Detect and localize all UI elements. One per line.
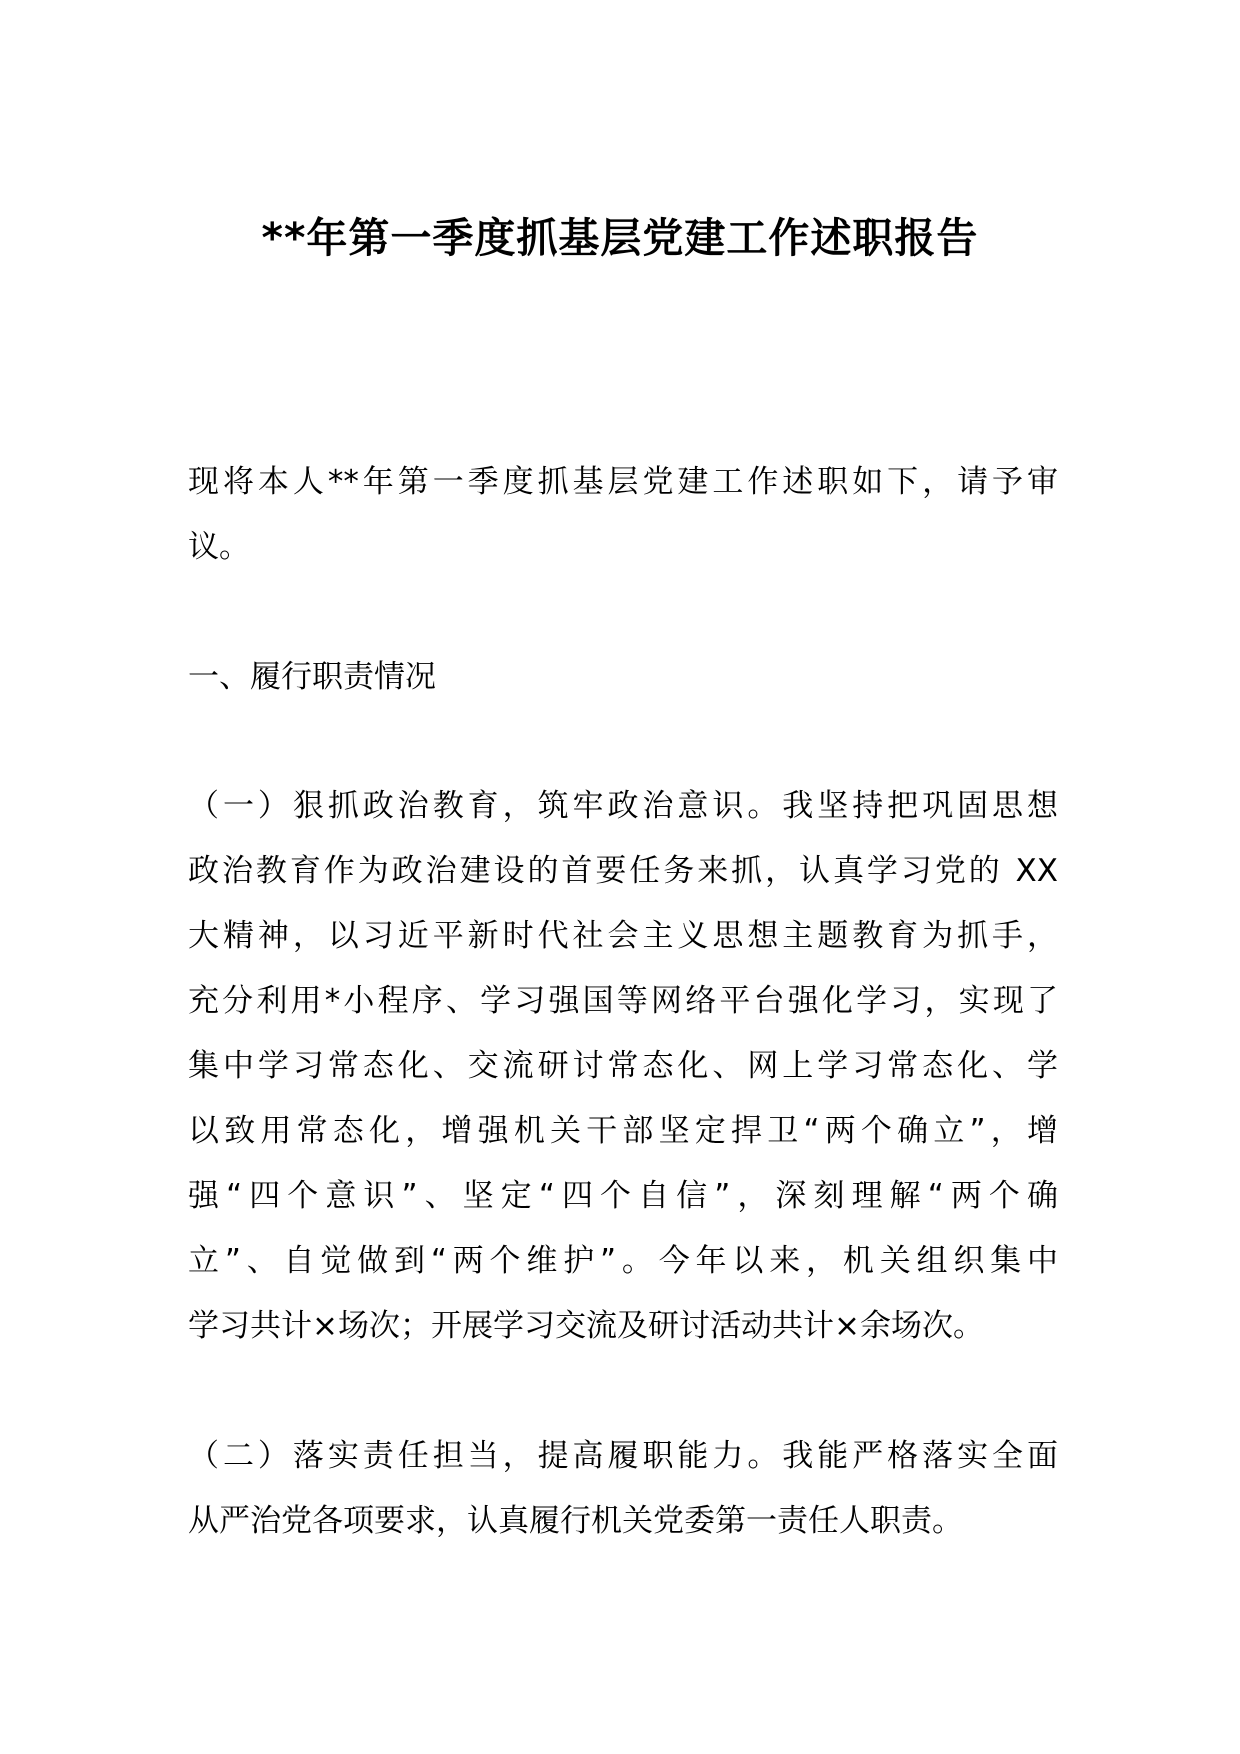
- document-title: **年第一季度抓基层党建工作述职报告: [261, 214, 979, 262]
- paragraph-line: 大精神，以习近平新时代社会主义思想主题教育为抓手，: [188, 918, 1058, 954]
- paragraph-line: 集中学习常态化、交流研讨常态化、网上学习常态化、学: [188, 1048, 1058, 1084]
- intro-line: 现将本人**年第一季度抓基层党建工作述职如下，请予审: [188, 464, 1058, 500]
- paragraph-line: 立”、自觉做到“两个维护”。今年以来，机关组织集中: [188, 1243, 1058, 1279]
- paragraph-line: （一）狠抓政治教育，筑牢政治意识。我坚持把巩固思想: [188, 788, 1058, 824]
- section-heading: 一、履行职责情况: [188, 659, 436, 695]
- paragraph-line: 学习共计×场次；开展学习交流及研讨活动共计×余场次。: [188, 1308, 984, 1344]
- paragraph-line: 以致用常态化，增强机关干部坚定捍卫“两个确立”，增: [188, 1113, 1058, 1149]
- intro-line: 议。: [188, 529, 250, 565]
- paragraph-line: 充分利用*小程序、学习强国等网络平台强化学习，实现了: [188, 983, 1058, 1019]
- paragraph-line: （二）落实责任担当，提高履职能力。我能严格落实全面: [188, 1438, 1058, 1474]
- paragraph-line: 从严治党各项要求，认真履行机关党委第一责任人职责。: [188, 1503, 963, 1539]
- paragraph-line: 政治教育作为政治建设的首要任务来抓，认真学习党的 XX: [188, 853, 1058, 889]
- paragraph-line: 强“四个意识”、坚定“四个自信”，深刻理解“两个确: [188, 1178, 1058, 1214]
